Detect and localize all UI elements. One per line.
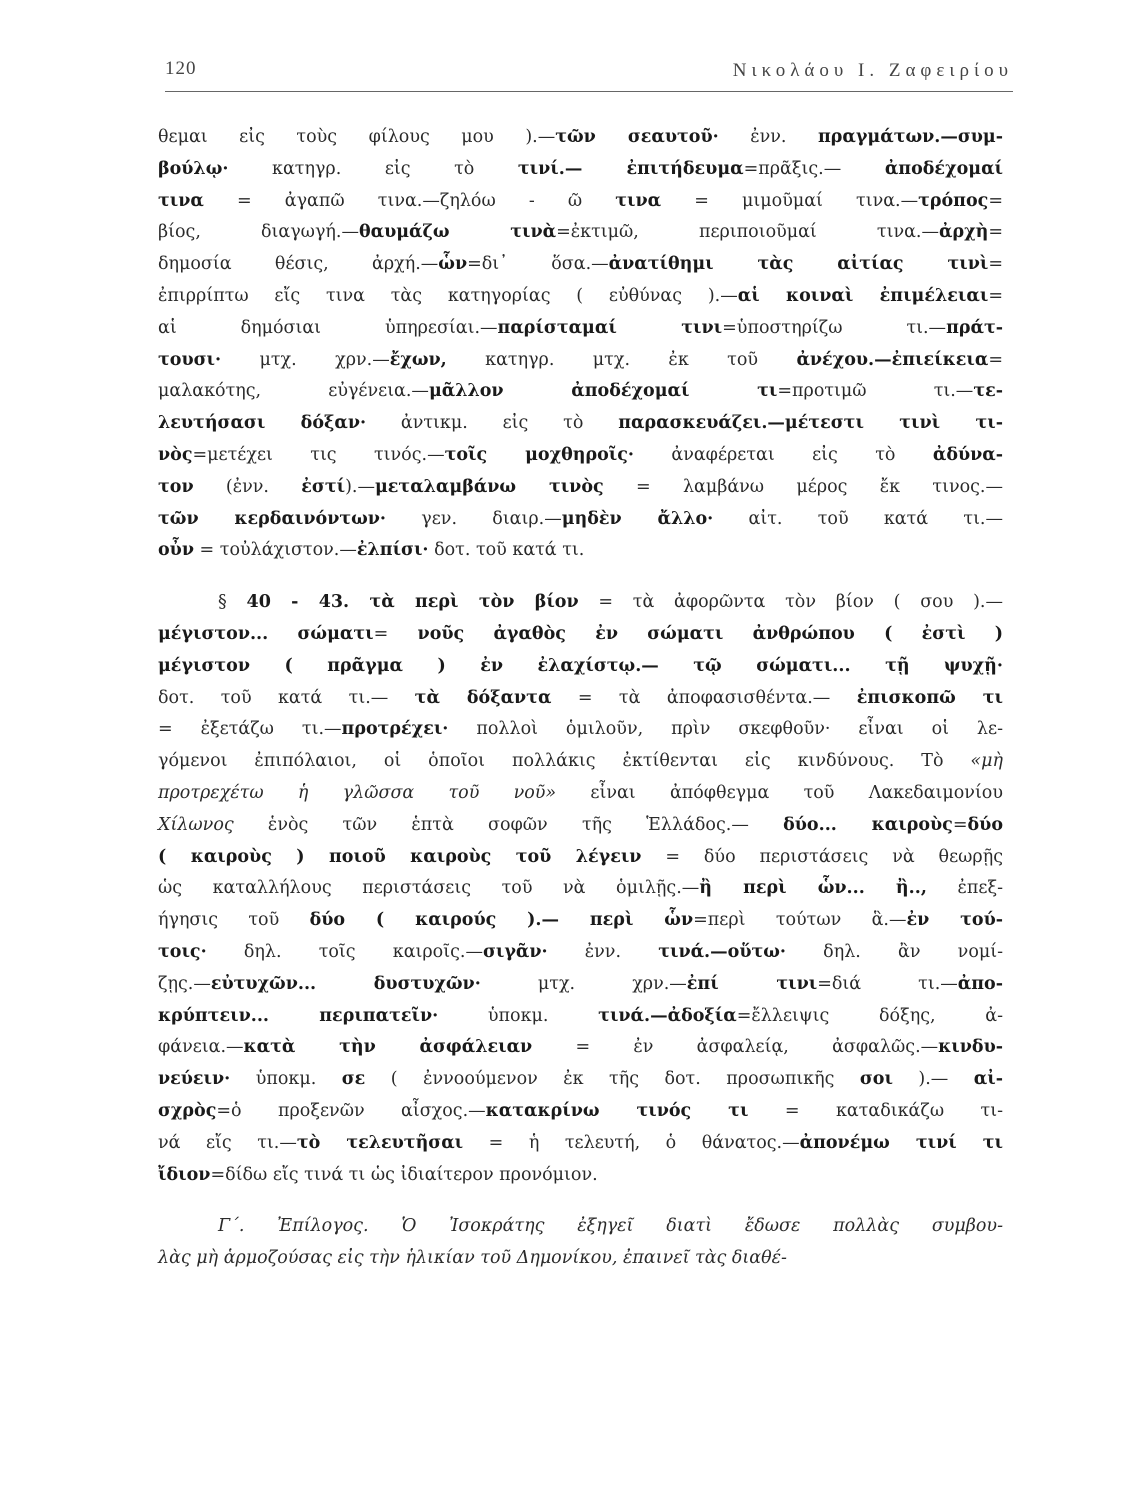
gloss-text: = — [988, 254, 1003, 275]
gloss-text: δοτ. τοῦ κατά τι.— — [158, 687, 415, 708]
text-line — [158, 778, 1003, 810]
bold-lemma: κινδυ- — [938, 1037, 1003, 1058]
gloss-text: = ἀγαπῶ τινα.— — [203, 190, 440, 211]
gloss-text: =προτιμῶ τι.— — [777, 381, 974, 402]
gloss-text: ζῃς.— — [158, 973, 211, 994]
bold-lemma: νοῦς ἀγαθὸς ἐν σώματι ἀνθρώπου ( ἐστὶ ) — [388, 623, 1003, 644]
bold-lemma: εὐτυχῶν... δυστυχῶν· — [210, 973, 481, 994]
bold-lemma: ἐλπίσι· — [356, 540, 429, 561]
bold-lemma: κατὰ τὴν ἀσφάλειαν — [243, 1037, 533, 1058]
text-line — [158, 683, 1003, 715]
bold-lemma: μεταλαμβάνω τινὸς — [374, 476, 604, 497]
bold-lemma: αἰ- — [973, 1069, 1003, 1090]
page-number: 120 — [165, 58, 197, 79]
gloss-text: ἐνν. — [547, 941, 659, 962]
gloss-text: = ἐν ἀσφαλείᾳ, ἀσφαλῶς.— — [532, 1037, 939, 1058]
bold-lemma: δύο... καιροὺς — [783, 814, 953, 835]
gloss-text: ἀναφέρεται εἰς τὸ — [634, 444, 933, 465]
text-line — [158, 1243, 1003, 1275]
bold-lemma: σε — [341, 1069, 366, 1090]
bold-lemma: τῶν σεαυτοῦ· — [555, 127, 719, 147]
gloss-text: γόμενοι ἐπιπόλαιοι, οἱ ὁποῖοι πολλάκις ἐκτίθενται εἰς κινδύνους. Τὸ — [158, 751, 971, 772]
text-line — [158, 154, 1003, 186]
page-header — [165, 58, 1013, 92]
bold-lemma: τουσι· — [158, 349, 222, 370]
gloss-text: ).— — [345, 476, 375, 497]
text-line — [158, 746, 1003, 778]
bold-lemma: ἀδύνα- — [932, 444, 1004, 465]
bold-lemma: δύο ( καιρούς ).— περὶ ὧν — [309, 910, 694, 931]
bold-lemma: παρίσταμαί τινι — [497, 317, 723, 338]
gloss-text: =ὁ προξενῶν αἶσχος.— — [216, 1100, 486, 1121]
bold-lemma: ὧν — [438, 254, 468, 275]
text-line — [158, 969, 1003, 1001]
bold-lemma: μηδὲν ἄλλο· — [561, 508, 714, 529]
bold-lemma: τινα — [158, 190, 204, 211]
gloss-text: δηλ. ἂν νομί- — [786, 941, 1003, 962]
bold-lemma: σοι — [859, 1069, 893, 1090]
gloss-text: ήγησις τοῦ — [158, 910, 310, 931]
text-line — [158, 249, 1003, 281]
body-text — [158, 122, 1003, 1275]
gloss-text: § — [218, 592, 247, 613]
bold-lemma: τε- — [973, 381, 1003, 402]
epilogue-paragraph — [158, 1211, 1003, 1275]
bold-lemma: νεύειν· — [158, 1069, 231, 1090]
bold-lemma: ἀνέχου.—ἐπιείκεια — [796, 349, 989, 370]
text-line — [158, 504, 1003, 536]
gloss-text: = ἡ τελευτή, ὁ θάνατος.— — [463, 1132, 800, 1153]
gloss-text: μαλακότης, εὐγένεια.— — [158, 381, 429, 402]
bold-lemma: ( καιροὺς ) ποιοῦ καιροὺς τοῦ λέγειν — [158, 846, 642, 867]
header-rule — [165, 91, 1013, 92]
gloss-text: =περὶ τούτων ἃ.— — [693, 910, 907, 931]
gloss-text: = δύο περιστάσεις νὰ θεωρῇς — [641, 846, 1003, 867]
italic-text: Χίλωνος — [158, 814, 234, 835]
gloss-text: ἐνν. — [718, 127, 818, 147]
gloss-text: ἐπιρρίπτω εἴς τινα τὰς κατηγορίας ( εὐθύνας ).— — [158, 285, 738, 306]
gloss-text: ἀντικμ. εἰς τὸ — [366, 413, 619, 434]
text-line — [158, 873, 1003, 905]
text-line — [158, 1128, 1003, 1160]
text-line — [158, 1160, 1003, 1192]
bold-lemma: τῶν κερδαινόντων· — [158, 508, 387, 529]
commentary-paragraph-notes — [158, 122, 1003, 567]
bold-lemma: ἀνατίθημι τὰς αἰτίας τινὶ — [608, 254, 989, 275]
gloss-text: = — [988, 222, 1003, 243]
gloss-text: =διά τι.— — [817, 973, 958, 994]
bold-lemma: μᾶλλον ἀποδέχομαί τι — [428, 381, 778, 402]
bold-lemma: οὖν — [158, 540, 194, 561]
gloss-text: ὑποκμ. — [438, 1005, 599, 1026]
gloss-text: ὑποκμ. — [230, 1069, 342, 1090]
text-line — [158, 440, 1003, 472]
gloss-text: εἶναι ἀπόφθεγμα τοῦ Λακεδαιμονίου — [556, 782, 1003, 803]
bold-lemma: τοις· — [158, 941, 207, 962]
text-line — [158, 1032, 1003, 1064]
gloss-text: ζηλόω - ῶ — [439, 190, 616, 211]
bold-lemma: ἀποδέχομαί — [884, 158, 1003, 179]
gloss-text: =ἔλλειψις δόξης, ἀ- — [736, 1005, 1003, 1026]
bold-lemma: ἀπο- — [957, 973, 1003, 994]
text-line — [158, 619, 1003, 651]
gloss-text: = τοὐλάχιστον.— — [193, 540, 357, 561]
bold-lemma: τὸ τελευτῆσαι — [296, 1132, 464, 1153]
text-line — [158, 651, 1003, 683]
gloss-text: νά εἴς τι.— — [158, 1132, 297, 1153]
bold-lemma: ἀπονέμω τινί τι — [799, 1132, 1004, 1153]
bold-lemma: τινα — [615, 190, 662, 211]
bold-lemma: προτρέχει· — [341, 719, 449, 740]
gloss-text: μτχ. χρν.— — [480, 973, 687, 994]
text-line — [158, 376, 1003, 408]
gloss-text: πολλοὶ ὁμιλοῦν, πρὶν σκεφθοῦν· εἶναι οἱ λε- — [448, 719, 1003, 740]
gloss-text: αἰτ. τοῦ κατά τι.— — [713, 508, 1003, 529]
bold-lemma: μέγιστον ( πρᾶγμα ) ἐν ἐλαχίστῳ.— τῷ σώματι... τῇ ψυχῇ· — [158, 655, 1003, 676]
bold-lemma: νὸς — [158, 444, 193, 465]
gloss-text: = τὰ ἀποφασισθέντα.— — [551, 687, 857, 708]
gloss-text: κατηγρ. μτχ. ἐκ τοῦ — [446, 349, 797, 370]
gloss-text: ).— — [892, 1069, 974, 1090]
bold-lemma: δύο — [967, 814, 1003, 835]
bold-lemma: τον — [158, 476, 194, 497]
text-line — [158, 345, 1003, 377]
gloss-text: =δίδω εἴς τινά τι ὡς ἰδιαίτερον προνόμιον. — [210, 1164, 598, 1185]
running-head-author: Νικολάου Ι. Ζαφειρίου — [732, 60, 1013, 81]
gloss-text: = ἐξετάζω τι.— — [158, 719, 342, 740]
gloss-text: = — [988, 349, 1003, 370]
gloss-text: ἐπεξ- — [926, 878, 1004, 899]
gloss-text: =δι᾽ ὅσα.— — [467, 254, 609, 275]
bold-lemma: τοῖς μοχθηροῖς· — [444, 444, 635, 465]
gloss-text: κατηγρ. εἰς τὸ — [228, 158, 518, 179]
text-line — [158, 1001, 1003, 1033]
text-line — [158, 1096, 1003, 1128]
gloss-text: ἑνὸς τῶν ἑπτὰ σοφῶν τῆς Ἑλλάδος.— — [233, 814, 784, 835]
text-line — [158, 313, 1003, 345]
gloss-text: = — [988, 190, 1003, 211]
bold-lemma: σιγᾶν· — [482, 941, 548, 962]
gloss-text: γεν. διαιρ.— — [386, 508, 562, 529]
text-line — [158, 905, 1003, 937]
bold-lemma: ἐστί — [301, 476, 346, 497]
bold-lemma: ἴδιον — [158, 1164, 211, 1185]
gloss-text: δηλ. τοῖς καιροῖς.— — [206, 941, 483, 962]
text-line — [158, 186, 1003, 218]
text-line — [158, 281, 1003, 313]
gloss-text: αἱ δημόσιαι ὑπηρεσίαι.— — [158, 317, 498, 338]
italic-text: Γ΄. Ἐπίλογος. Ὁ Ἰσοκράτης ἐξηγεῖ διατὶ ἔδωσε πολλὰς συμβου- — [218, 1216, 1003, 1237]
gloss-text: =πρᾶξις.— — [743, 158, 885, 179]
gloss-text: = λαμβάνω μέρος ἔκ τινος.— — [603, 476, 1003, 497]
bold-lemma: πραγμάτων.—συμ- — [817, 127, 1004, 147]
text-line — [158, 1211, 1003, 1243]
text-line — [158, 714, 1003, 746]
bold-lemma: τινά.—ἀδοξία — [598, 1005, 737, 1026]
gloss-text: =ἐκτιμῶ, περιποιοῦμαί τινα.— — [556, 222, 939, 243]
gloss-text: (ἐνν. — [193, 476, 302, 497]
gloss-text: φάνεια.— — [158, 1037, 244, 1058]
gloss-text: = — [373, 623, 389, 644]
bold-lemma: μέγιστον... σώματι — [158, 623, 374, 644]
bold-lemma: ἔχων, — [389, 349, 447, 370]
bold-lemma: ἐπί τινι — [686, 973, 818, 994]
bold-lemma: παρασκευάζει.—μέτεστι τινὶ τι- — [618, 413, 1003, 434]
bold-lemma: θαυμάζω τινὰ — [358, 222, 557, 243]
bold-lemma: ἐπισκοπῶ τι — [856, 687, 1003, 708]
text-line — [158, 122, 1003, 154]
text-line — [158, 810, 1003, 842]
gloss-text: βίος, διαγωγή.— — [158, 222, 359, 243]
gloss-text: μτχ. χρν.— — [221, 349, 390, 370]
italic-text: προτρεχέτω ἡ γλῶσσα τοῦ νοῦ» — [158, 782, 557, 803]
bold-lemma: ἀρχὴ — [938, 222, 989, 243]
bold-lemma: ἢ περὶ ὧν... ἢ.., — [699, 878, 927, 899]
gloss-text: = — [952, 814, 968, 835]
bold-lemma: πράτ- — [946, 317, 1004, 338]
commentary-paragraph-sections-40-43 — [158, 587, 1003, 1191]
gloss-text: = μιμοῦμαί τινα.— — [661, 190, 919, 211]
italic-text: «μὴ — [970, 751, 1003, 772]
bold-lemma: τρόπος — [918, 190, 989, 211]
gloss-text: = τὰ ἀφορῶντα τὸν βίον ( σου ).— — [578, 592, 1003, 613]
gloss-text: = καταδικάζω τι- — [748, 1100, 1004, 1121]
text-line — [158, 408, 1003, 440]
gloss-text: = — [988, 285, 1003, 306]
gloss-text: θεμαι εἰς τοὺς φίλους μου ).— — [158, 127, 556, 147]
bold-lemma: τινά.—οὕτω· — [658, 941, 786, 962]
bold-lemma: ἐπιτήδευμα — [582, 158, 744, 179]
bold-lemma: τὰ δόξαντα — [414, 687, 552, 708]
gloss-text: δημοσία θέσις, ἀρχή.— — [158, 254, 439, 275]
bold-lemma: λευτήσασι δόξαν· — [158, 413, 367, 434]
bold-lemma: κατακρίνω τινός τι — [485, 1100, 749, 1121]
bold-lemma: κρύπτειν... περιπατεῖν· — [158, 1005, 439, 1026]
text-line — [158, 842, 1003, 874]
text-line — [158, 937, 1003, 969]
bold-lemma: ἐν τού- — [906, 910, 1003, 931]
gloss-text: δοτ. τοῦ κατά τι. — [428, 540, 585, 561]
gloss-text: ( ἐννοούμενον ἐκ τῆς δοτ. προσωπικῆς — [365, 1069, 860, 1090]
italic-text: λὰς μὴ ἁρμοζούσας εἰς τὴν ἡλικίαν τοῦ Δημονίκου, ἐπαινεῖ τὰς διαθέ- — [158, 1248, 787, 1269]
bold-lemma: σχρὸς — [158, 1100, 217, 1121]
text-line — [158, 587, 1003, 619]
text-line — [158, 217, 1003, 249]
bold-lemma: αἱ κοιναὶ ἐπιμέλειαι — [737, 285, 989, 306]
bold-lemma: βούλῳ· — [158, 158, 229, 179]
bold-lemma: 40 - 43. τὰ περὶ τὸν βίον — [246, 592, 579, 613]
text-line — [158, 1064, 1003, 1096]
gloss-text: =μετέχει τις τινός.— — [192, 444, 445, 465]
bold-lemma: τινί.— — [517, 158, 583, 179]
gloss-text: ὡς καταλλήλους περιστάσεις τοῦ νὰ ὁμιλῇς.— — [158, 878, 700, 899]
text-line — [158, 535, 1003, 567]
gloss-text: =ὑποστηρίζω τι.— — [722, 317, 947, 338]
text-line — [158, 472, 1003, 504]
